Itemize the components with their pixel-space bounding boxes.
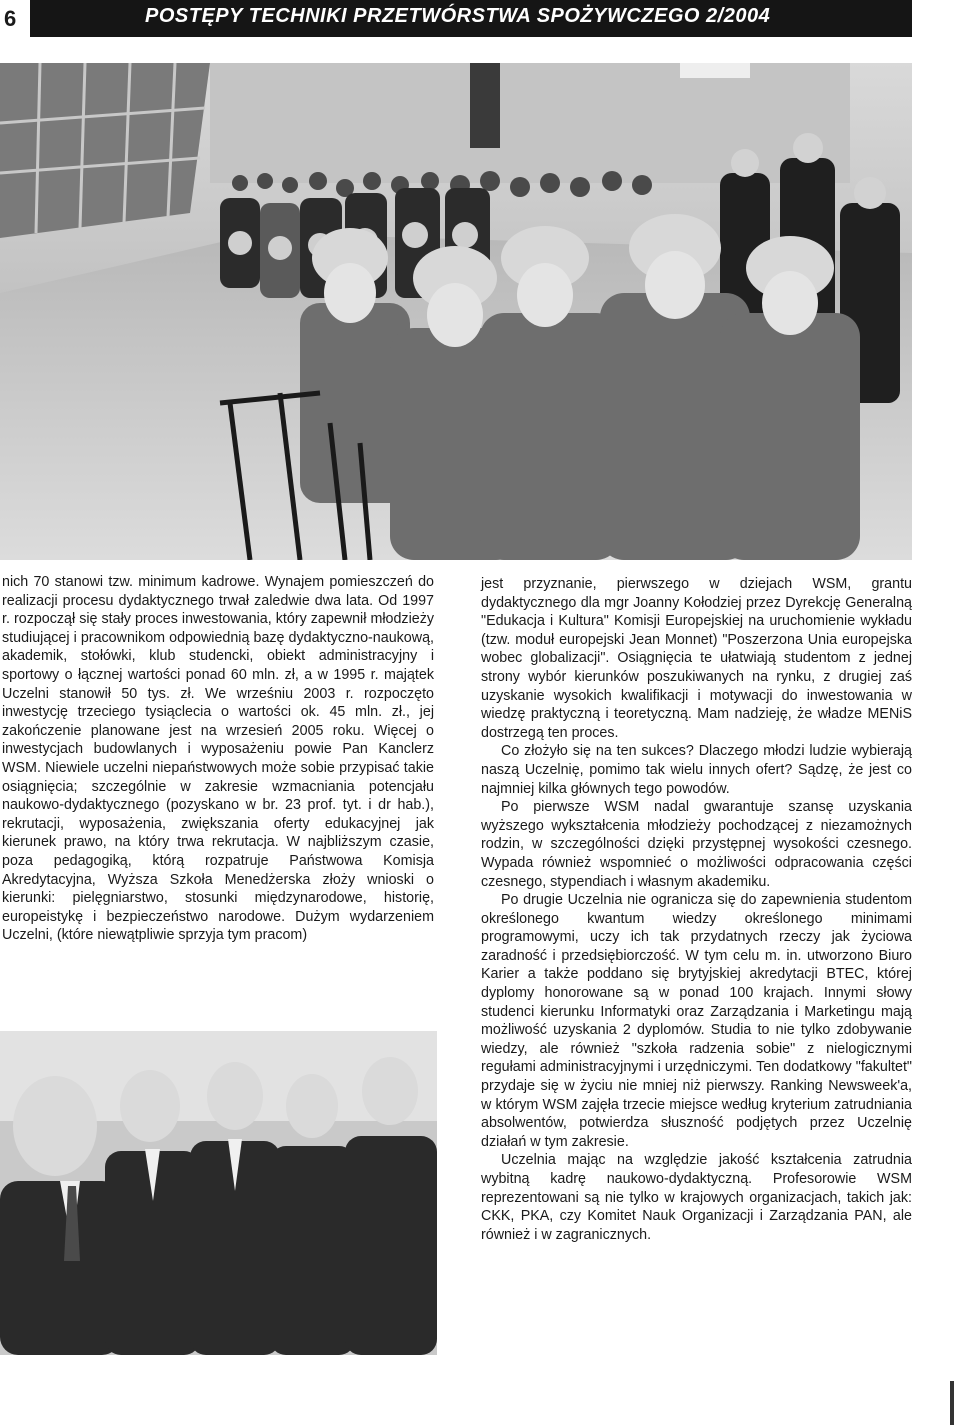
right-paragraph: Po pierwsze WSM nadal gwarantuje szansę uzyskania wyższego wykształcenia młodzieży pochodzącej z niezamożnych rodzin, w szczególności dzięki przystępnej wysokości czesnego. Wypada również wspomnieć o możliwości odpracowania części czesnego, stypendiach i własnym akademiku. [481, 799, 912, 890]
page-edge-mark [950, 1381, 954, 1425]
right-paragraph: Co złożyło się na ten sukces? Dlaczego młodzi ludzie wybierają naszą Uczelnię, pomimo tak wielu innych ofert? Sądzę, że jest co najmniej kilka głównych tego powodów. [481, 743, 912, 797]
ceremony-photo-top-image [0, 63, 912, 560]
right-paragraph: Po drugie Uczelnia nie ogranicza się do zapewnienia studentom określonego kwantum wiedzy określonego minimami programowymi, uczy ich tak przydatnych rzeczy jak życiowa zaradność i przedsiębiorczość. W tym celu m. in. utworzono Biuro Karier a także poddano się brytyjskiej akredytacji BTEC, której dyplomy honorowane są w ponad 100 krajach. Innymi słowy studenci kierunku Informatyki oraz Zarządzania i Marketingu mają możliwość uzyskania 2 dyplomów. Studia to nie tylko zdobywanie wiedzy, ale również "szkoła radzenia sobie" z nielogicznymi regułami administracyjnymi i urzędniczymi. Ten dodatkowy "fakultet" przydaje się w życiu nie mniej niż pierwszy. Ranking Newsweek'a, w którym WSM zajęła trzecie miejsce według kryterium zatrudniania absolwentów, potwierdza słuszność podjętych przez Uczelnię działań w tym zakresie. [481, 892, 912, 1150]
article-column-left [2, 573, 434, 945]
right-paragraph: Uczelnia mając na względzie jakość kształcenia zatrudnia wybitną kadrę naukowo-dydaktyczną. Profesorowie WSM reprezentowani są nie tylko w krajowych organizacjach, takich jak: CKK, PKA, czy Komitet Nauk Organizacji i Zarządzania PAN, ale również i w zagranicznych. [481, 1152, 912, 1243]
left-paragraph: nich 70 stanowi tzw. minimum kadrowe. Wynajem pomieszczeń do realizacji procesu dydaktycznego trwał zaledwie dwa lata. Od 1997 r. rozpoczął się stały proces inwestowania, który zapewnił młodzieży studiującej i pracownikom odpowiednią bazę dydaktyczno-naukową, akademik, stołówki, klub studencki, obiekt administracyjny i sportowy o łącznej wartości ponad 60 mln. zł, a w 1995 r. majątek Uczelni stanowił 50 tys. zł. We wrześniu 2003 r. rozpoczęto inwestycję trzeciego tysiąclecia o wartości ok. 45 mln. zł., jej zakończenie planowane jest na wrzesień 2005 roku. Więcej o inwestycjach budowlanych i wyposażeniu powie Pan Kanclerz WSM. Niewiele uczelni niepaństwowych może sobie przypisać takie osiągnięcia; szczególnie w zakresie wzmacniania potencjału naukowo-dydaktycznego (pozyskano w br. 23 prof. tyt. i dr hab.), rekrutacji, wyposażenia, zwiększania oferty edukacyjnej jak kierunek prawo, na który trwa rekrutacja. W najbliższym czasie, poza pedagogiką, którą rozpatruje Państwowa Komisja Akredytacyjna, Wyższa Szkoła Menedżerska złoży wnioski o kierunki: pielęgniarstwo, stosunki międzynarodowe, historię, europeistykę i bezpieczeństwo narodowe. Dużym wydarzeniem Uczelni, (które niewątpliwie sprzyja tym pracom) [2, 574, 434, 944]
right-paragraph: jest przyznanie, pierwszego w dziejach WSM, grantu dydaktycznego dla mgr Joanny Kołodziej przez Dyrekcję Generalną "Edukacja i Kultura" Komisji Europejskiej na uruchomienie wykładu (tzw. moduł europejski Jean Monnet) "Poszerzona Unia europejska wobec globalizacji". Osiągnięcia te ułatwiają studentom z jednej strony wybór kierunków poszukiwanych na rynku, z drugiej zaś uzyskanie wysokich kwalifikacji i motywacji do inwestowania w wiedzę praktyczną i teoretyczną. Mam nadzieję, że władze MENiS dostrzegą ten proces. [481, 576, 912, 741]
journal-header-bar [30, 0, 912, 37]
journal-title: POSTĘPY TECHNIKI PRZETWÓRSTWA SPOŻYWCZEGO 2/2004 [145, 5, 771, 27]
page-number: 6 [4, 6, 17, 31]
ceremony-photo-bottom-image [0, 1031, 437, 1355]
ceremony-photo-top [0, 63, 912, 560]
ceremony-photo-bottom [0, 1031, 437, 1355]
article-column-right [481, 575, 912, 1244]
